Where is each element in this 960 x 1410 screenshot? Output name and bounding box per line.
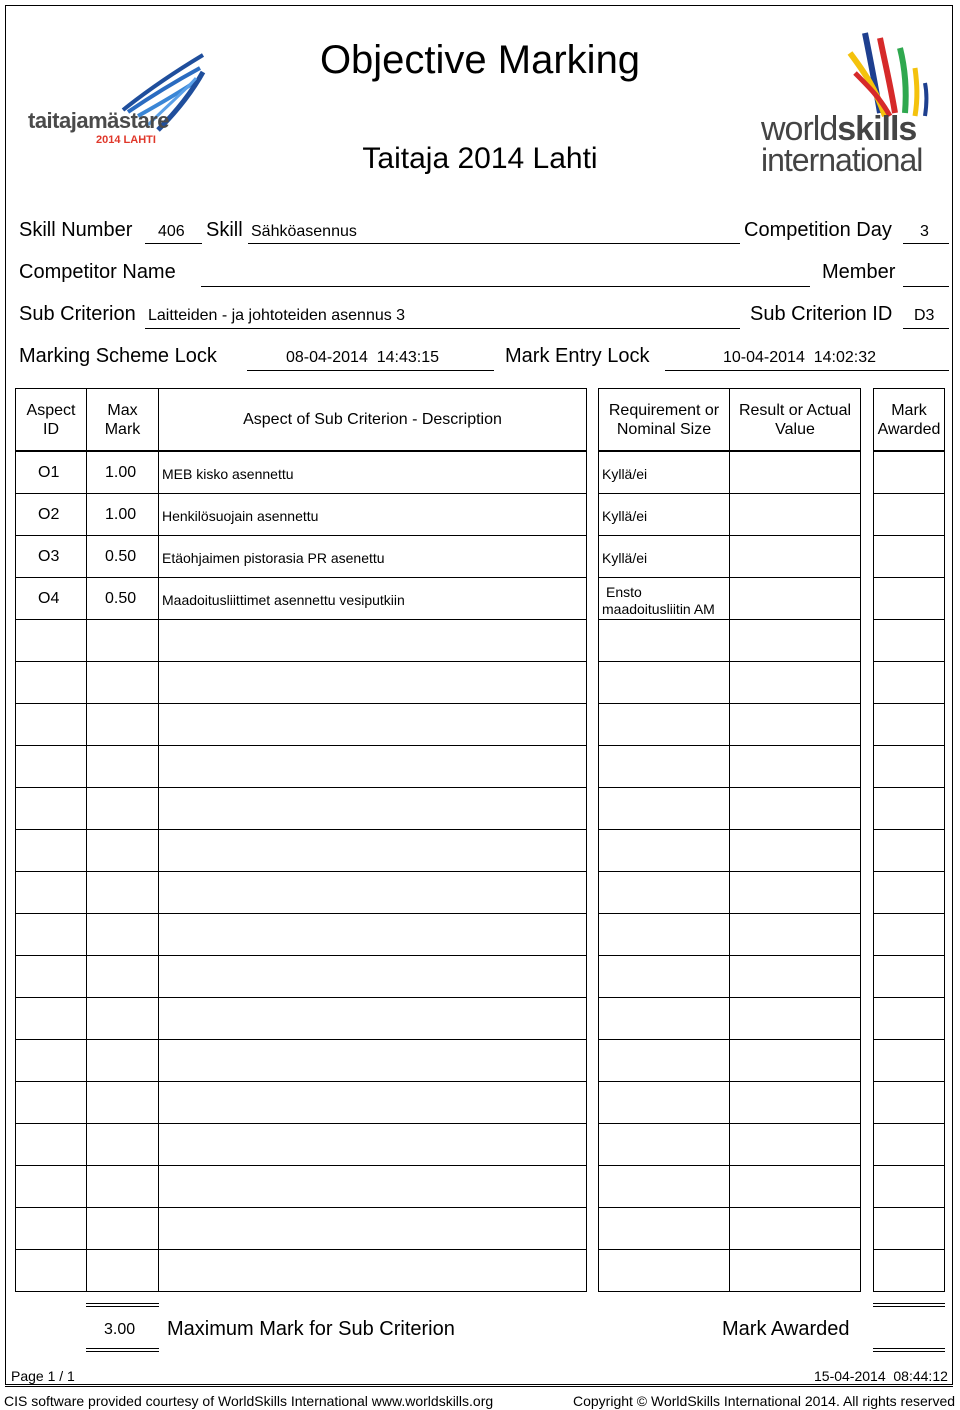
worldskills-logo-graphic — [755, 28, 940, 118]
aspect-id-text: O2 — [38, 506, 60, 523]
max-mark-cell — [86, 997, 159, 1040]
competition-day-label: Competition Day — [744, 219, 892, 241]
taitaja-logo-subtext: 2014 LAHTI — [96, 134, 156, 146]
worldskills-word-skills: skills — [837, 110, 917, 148]
mark-entry-lock-label: Mark Entry Lock — [505, 345, 650, 367]
max-mark-text: 0.50 — [105, 590, 137, 607]
aspect-id-text: O4 — [38, 590, 60, 607]
description-cell — [158, 829, 587, 872]
description-cell — [158, 1249, 587, 1292]
requirement-cell — [598, 1165, 730, 1208]
description-cell — [158, 1165, 587, 1208]
result-cell[interactable] — [729, 1207, 861, 1250]
requirement-cell — [598, 1249, 730, 1292]
description-cell — [158, 1039, 587, 1082]
competition-day-value: 3 — [920, 223, 929, 240]
description-text: MEB kisko asennettu — [162, 466, 294, 482]
aspect-id-cell — [15, 619, 87, 662]
description-cell — [158, 1081, 587, 1124]
mark-entry-lock-underline — [665, 370, 949, 371]
skill-number-value: 406 — [158, 223, 185, 240]
mark-awarded-cell[interactable] — [873, 1249, 945, 1292]
requirement-cell — [598, 913, 730, 956]
max-total-label: Maximum Mark for Sub Criterion — [167, 1318, 455, 1340]
aspect-id-cell — [15, 1081, 87, 1124]
mark-awarded-cell[interactable] — [873, 535, 945, 578]
competitor-name-underline — [201, 286, 810, 287]
result-cell[interactable] — [729, 703, 861, 746]
result-cell[interactable] — [729, 871, 861, 914]
worldskills-logo — [755, 28, 940, 178]
result-cell[interactable] — [729, 661, 861, 704]
mark-awarded-cell[interactable] — [873, 1081, 945, 1124]
aspect-id-cell — [15, 1207, 87, 1250]
max-mark-cell — [86, 1123, 159, 1166]
worldskills-logo-international: international — [761, 142, 923, 178]
result-cell[interactable] — [729, 787, 861, 830]
result-cell[interactable] — [729, 829, 861, 872]
mark-awarded-cell[interactable] — [873, 619, 945, 662]
software-credit: CIS software provided courtesy of WorldSkills International www.worldskills.org — [4, 1393, 494, 1409]
competitor-name-label: Competitor Name — [19, 261, 176, 283]
header-description: Aspect of Sub Criterion - Description — [243, 411, 502, 428]
max-mark-cell — [86, 871, 159, 914]
competition-day-underline — [903, 243, 949, 244]
result-cell[interactable] — [729, 1249, 861, 1292]
max-mark-cell — [86, 913, 159, 956]
mark-awarded-cell[interactable] — [873, 493, 945, 536]
requirement-cell — [598, 871, 730, 914]
max-total-value: 3.00 — [104, 1321, 136, 1338]
aspect-id-cell — [15, 829, 87, 872]
requirement-cell — [598, 787, 730, 830]
member-label: Member — [822, 261, 896, 283]
aspect-id-cell — [15, 745, 87, 788]
sub-criterion-value: Laitteiden - ja johtoteiden asennus 3 — [148, 307, 406, 324]
description-text: Maadoitusliittimet asennettu vesiputkiin — [162, 592, 405, 608]
description-cell — [158, 745, 587, 788]
mark-awarded-cell[interactable] — [873, 997, 945, 1040]
member-underline — [903, 286, 949, 287]
requirement-cell — [598, 829, 730, 872]
header-mark-awarded: Mark Awarded — [877, 401, 941, 438]
description-cell — [158, 661, 587, 704]
page-number: Page 1 / 1 — [11, 1368, 75, 1384]
awarded-total-label: Mark Awarded — [722, 1318, 850, 1340]
description-cell — [158, 619, 587, 662]
max-mark-cell — [86, 745, 159, 788]
description-cell — [158, 997, 587, 1040]
description-cell — [158, 1207, 587, 1250]
sub-criterion-id-label: Sub Criterion ID — [750, 303, 893, 325]
header-max-mark: Max Mark — [104, 401, 141, 438]
result-cell[interactable] — [729, 1123, 861, 1166]
mark-awarded-cell[interactable] — [873, 1039, 945, 1082]
description-cell — [158, 1123, 587, 1166]
copyright-notice: Copyright © WorldSkills International 2014. All rights reserved — [573, 1393, 956, 1409]
mark-awarded-cell[interactable] — [873, 451, 945, 494]
mark-entry-lock-value: 10-04-2014 14:02:32 — [723, 349, 877, 366]
sub-criterion-id-underline — [903, 328, 949, 329]
max-mark-cell — [86, 619, 159, 662]
result-cell[interactable] — [729, 955, 861, 998]
mark-awarded-cell[interactable] — [873, 955, 945, 998]
result-cell[interactable] — [729, 535, 861, 578]
result-cell[interactable] — [729, 577, 861, 620]
max-mark-cell — [86, 1165, 159, 1208]
mark-awarded-cell[interactable] — [873, 661, 945, 704]
max-total-top-rule — [86, 1303, 159, 1307]
page-title: Objective Marking — [319, 38, 641, 82]
header-aspect-id: Aspect ID — [26, 401, 76, 438]
aspect-id-cell — [15, 661, 87, 704]
result-cell[interactable] — [729, 451, 861, 494]
result-cell[interactable] — [729, 493, 861, 536]
max-mark-cell — [86, 955, 159, 998]
taitaja-logo-text: taitajamästare — [28, 108, 169, 133]
max-mark-cell — [86, 829, 159, 872]
result-cell[interactable] — [729, 1165, 861, 1208]
worldskills-word-world: world — [761, 110, 838, 148]
footer-rule — [5, 1386, 953, 1387]
requirement-cell — [598, 1081, 730, 1124]
skill-value: Sähköasennus — [251, 223, 357, 240]
aspect-id-cell — [15, 787, 87, 830]
requirement-cell — [598, 619, 730, 662]
mark-awarded-cell[interactable] — [873, 703, 945, 746]
result-cell[interactable] — [729, 913, 861, 956]
aspect-id-cell — [15, 1249, 87, 1292]
header-requirement: Requirement or Nominal Size — [608, 401, 720, 438]
aspect-id-text: O1 — [38, 464, 60, 481]
max-mark-cell — [86, 1207, 159, 1250]
requirement-cell — [598, 661, 730, 704]
mark-awarded-cell[interactable] — [873, 1165, 945, 1208]
mark-awarded-cell[interactable] — [873, 1207, 945, 1250]
description-cell — [158, 871, 587, 914]
mark-awarded-cell[interactable] — [873, 745, 945, 788]
description-cell — [158, 913, 587, 956]
max-total-bottom-rule — [86, 1348, 159, 1352]
result-cell[interactable] — [729, 619, 861, 662]
description-cell — [158, 787, 587, 830]
requirement-text: Kyllä/ei — [602, 466, 648, 482]
sub-criterion-id-value: D3 — [914, 307, 935, 324]
awarded-total-bottom-rule — [873, 1348, 945, 1352]
marking-scheme-lock-label: Marking Scheme Lock — [19, 345, 217, 367]
max-mark-text: 1.00 — [105, 506, 137, 523]
max-mark-cell — [86, 787, 159, 830]
sub-criterion-label: Sub Criterion — [19, 303, 136, 325]
max-mark-text: 0.50 — [105, 548, 137, 565]
mark-awarded-cell[interactable] — [873, 787, 945, 830]
skill-label: Skill — [206, 219, 243, 241]
max-mark-cell — [86, 1039, 159, 1082]
aspect-id-cell — [15, 913, 87, 956]
result-cell[interactable] — [729, 745, 861, 788]
printed-timestamp: 15-04-2014 08:44:12 — [814, 1368, 948, 1384]
mark-awarded-cell[interactable] — [873, 1123, 945, 1166]
requirement-text: Ensto maadoitusliitin AM — [602, 584, 715, 617]
requirement-cell — [598, 1207, 730, 1250]
max-mark-cell — [86, 703, 159, 746]
requirement-text: Kyllä/ei — [602, 550, 648, 566]
requirement-cell — [598, 1039, 730, 1082]
marking-scheme-lock-value: 08-04-2014 14:43:15 — [286, 349, 440, 366]
requirement-cell — [598, 1123, 730, 1166]
skill-number-underline — [145, 243, 202, 244]
requirement-cell — [598, 955, 730, 998]
aspect-id-cell — [15, 1039, 87, 1082]
aspect-id-cell — [15, 1123, 87, 1166]
requirement-cell — [598, 745, 730, 788]
description-text: Etäohjaimen pistorasia PR asenettu — [162, 550, 385, 566]
sub-criterion-underline — [145, 328, 740, 329]
skill-underline — [248, 243, 740, 244]
aspect-id-cell — [15, 703, 87, 746]
awarded-total-top-rule — [873, 1303, 945, 1307]
mark-awarded-cell[interactable] — [873, 913, 945, 956]
result-cell[interactable] — [729, 1081, 861, 1124]
requirement-cell — [598, 997, 730, 1040]
description-cell — [158, 955, 587, 998]
aspect-id-cell — [15, 997, 87, 1040]
aspect-id-cell — [15, 871, 87, 914]
mark-awarded-cell[interactable] — [873, 829, 945, 872]
mark-awarded-cell[interactable] — [873, 871, 945, 914]
header-result: Result or Actual Value — [738, 401, 852, 438]
skill-number-label: Skill Number — [19, 219, 133, 241]
max-mark-cell — [86, 661, 159, 704]
result-cell[interactable] — [729, 1039, 861, 1082]
requirement-text: Kyllä/ei — [602, 508, 648, 524]
description-cell — [158, 703, 587, 746]
aspect-id-cell — [15, 1165, 87, 1208]
marking-scheme-lock-underline — [247, 370, 494, 371]
max-mark-text: 1.00 — [105, 464, 137, 481]
requirement-cell — [598, 703, 730, 746]
description-text: Henkilösuojain asennettu — [162, 508, 319, 524]
aspect-id-text: O3 — [38, 548, 60, 565]
page-subtitle: Taitaja 2014 Lahti — [362, 142, 598, 175]
max-mark-cell — [86, 1081, 159, 1124]
aspect-id-cell — [15, 955, 87, 998]
max-mark-cell — [86, 1249, 159, 1292]
result-cell[interactable] — [729, 997, 861, 1040]
mark-awarded-cell[interactable] — [873, 577, 945, 620]
